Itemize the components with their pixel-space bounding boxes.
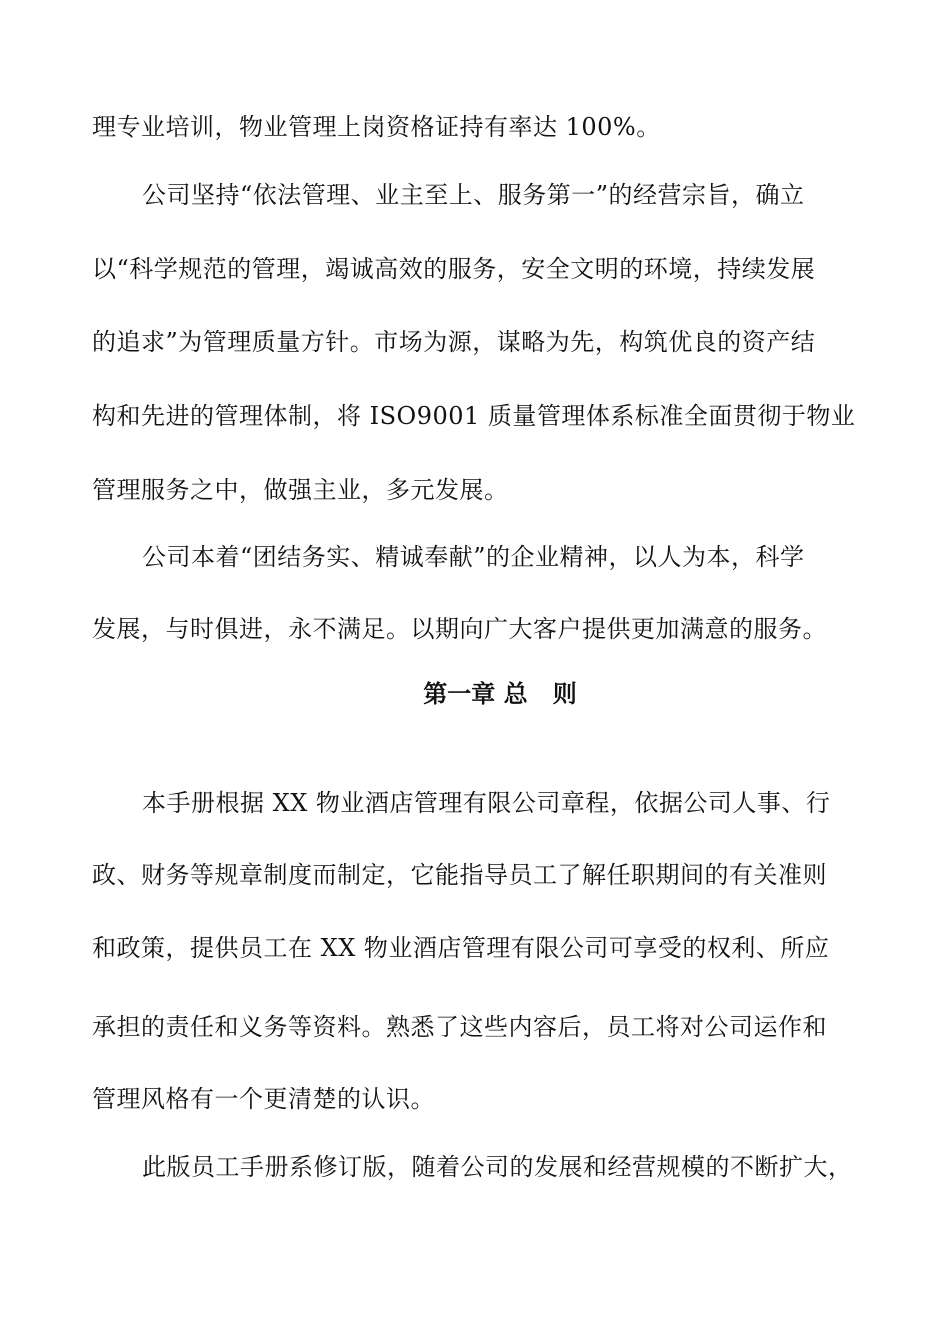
- paragraph-line: 本手册根据 XX 物业酒店管理有限公司章程，依据公司人事、行: [142, 789, 831, 817]
- paragraph-line: 构和先进的管理体制，将 ISO9001 质量管理体系标准全面贯彻于物业: [92, 402, 856, 430]
- paragraph-line: 政、财务等规章制度而制定，它能指导员工了解任职期间的有关准则: [92, 861, 827, 889]
- paragraph-line: 发展，与时俱进，永不满足。以期向广大客户提供更加满意的服务。: [92, 615, 827, 643]
- paragraph-line: 以“科学规范的管理，竭诚高效的服务，安全文明的环境，持续发展: [92, 255, 816, 283]
- paragraph-line: 此版员工手册系修订版，随着公司的发展和经营规模的不断扩大，: [142, 1153, 853, 1181]
- paragraph-line: 和政策，提供员工在 XX 物业酒店管理有限公司可享受的权利、所应: [92, 934, 830, 962]
- paragraph-line: 承担的责任和义务等资料。熟悉了这些内容后，员工将对公司运作和: [92, 1013, 827, 1041]
- paragraph-line: 管理风格有一个更清楚的认识。: [92, 1085, 435, 1113]
- paragraph-line: 管理服务之中，做强主业，多元发展。: [92, 476, 509, 504]
- paragraph-line: 公司本着“团结务实、精诚奉献”的企业精神，以人为本，科学: [142, 543, 805, 571]
- chapter-title: 第一章 总 则: [423, 680, 577, 708]
- paragraph-line: 理专业培训，物业管理上岗资格证持有率达 100%。: [92, 113, 661, 141]
- paragraph-line: 的追求”为管理质量方针。市场为源，谋略为先，构筑优良的资产结: [92, 328, 816, 356]
- paragraph-line: 公司坚持“依法管理、业主至上、服务第一”的经营宗旨，确立: [142, 181, 805, 209]
